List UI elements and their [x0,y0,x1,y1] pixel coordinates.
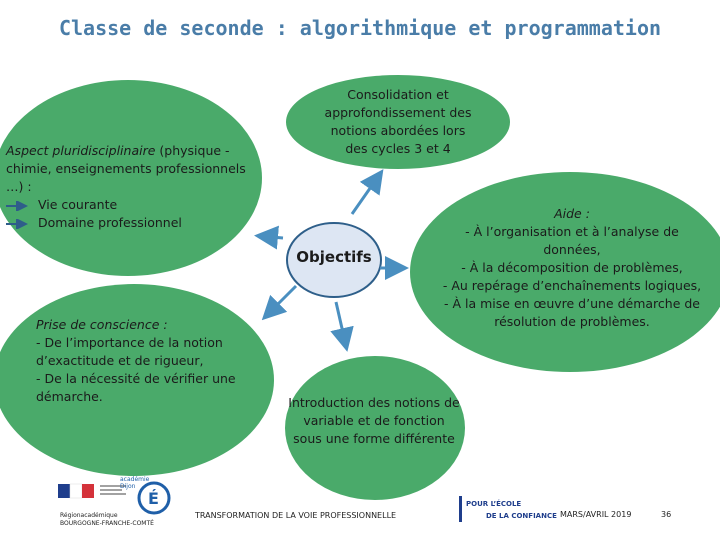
footer-date: MARS/AVRIL 2019 [560,510,632,519]
arrow-right-icon [6,201,32,211]
arrow-to-consolidation [352,174,380,214]
region-label-1: Régionacadémique [60,512,118,519]
aspect-item-label: Domaine professionnel [38,215,182,230]
aspect-lead: Aspect pluridisciplinaire [6,143,156,158]
prise-line: - De l’importance de la notion [36,335,223,350]
aspect-text [6,142,254,232]
svg-text:É: É [148,489,159,508]
prise-line: d’exactitude et de rigueur, [36,353,204,368]
introduction-text: Introduction des notions de variable et de fonction sous une forme différente [288,395,460,446]
ecole-logo-line1: POUR L’ÉCOLE [466,500,522,508]
consolidation-text: Consolidation et approfondissement des notions abordées lors des cycles 3 et 4 [324,87,472,156]
academie-label: académie Dijon [120,476,150,490]
page-number: 36 [661,510,672,519]
aide-line: résolution de problèmes. [494,314,650,329]
aide-line: - À la décomposition de problèmes, [461,260,683,275]
footer-center-text: TRANSFORMATION DE LA VOIE PROFESSIONNELLE [195,511,397,520]
aspect-item-label: Vie courante [38,197,118,212]
aide-text [424,205,720,331]
aide-line: données, [543,242,601,257]
region-label-2: BOURGOGNE-FRANCHE-COMTÉ [60,520,154,527]
arrow-to-prise [266,286,296,316]
prise-heading: Prise de conscience : [36,317,168,332]
ecole-logo-line2: DE LA CONFIANCE [486,512,557,520]
aspect-lead-rest: (physique -chimie, enseignements professionnels …) : [6,143,246,194]
aide-line: - Au repérage d’enchaînements logiques, [442,278,702,293]
arrow-to-aspect [260,236,283,238]
aide-line: - À la mise en œuvre d’une démarche de [444,296,700,311]
arrow-right-icon [6,219,32,229]
aspect-item [6,214,254,232]
prise-line: - De la nécessité de vérifier une [36,371,236,386]
aide-line: - À l’organisation et à l’analyse de [465,224,679,239]
prise-line: démarche. [36,389,103,404]
aide-heading: Aide : [554,206,590,221]
page-title: Classe de seconde : algorithmique et programmation [58,16,662,40]
center-label: Objectifs [296,248,372,266]
arrow-to-introduction [336,302,346,346]
aspect-item [6,196,254,214]
prise-text [36,316,262,406]
